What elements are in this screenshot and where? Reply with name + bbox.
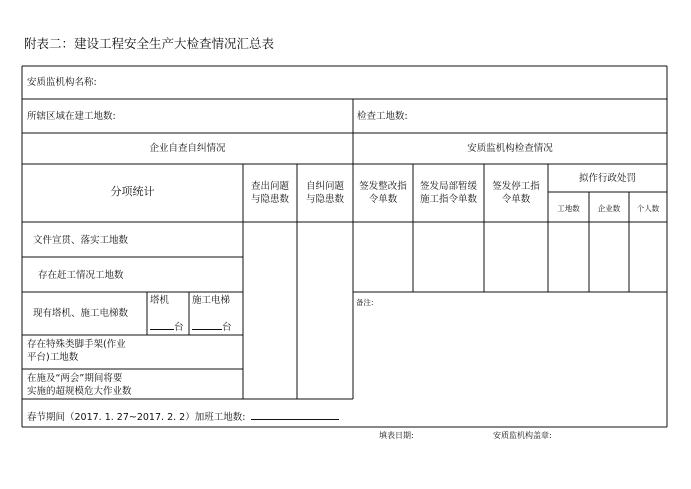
tower-crane-count: 台 [150, 318, 184, 334]
cranes-label: 现有塔机、施工电梯数 [33, 308, 129, 319]
district-sites-label: 所辖区域在建工地数: [27, 111, 116, 122]
found-issues-header: 查出问题 与隐患数 [250, 181, 289, 205]
breakdown-header: 分项统计 [110, 185, 155, 198]
self-check-header: 企业自查自纠情况 [149, 143, 226, 154]
inspected-sites-label: 检查工地数: [357, 111, 408, 122]
elevator-label: 施工电梯 [192, 295, 231, 306]
agency-name-label: 安质监机构名称: [27, 77, 97, 88]
rectify-orders-header: 签发整改指 令单数 [359, 181, 407, 205]
suspend-orders-header: 签发局部暂缓 施工指令单数 [419, 181, 477, 205]
remarks-label: 备注: [356, 298, 374, 307]
agency-check-header: 安质监机构检查情况 [467, 143, 553, 154]
doc-implement-label: 文件宣贯、落实工地数 [33, 235, 129, 246]
self-fixed-header: 自纠问题 与隐患数 [305, 181, 344, 205]
tower-crane-label: 塔机 [150, 295, 170, 306]
agency-stamp-label: 安质监机构盖章: [493, 431, 552, 440]
penalty-persons-header: 个人数 [636, 204, 660, 213]
elevator-count: 台 [192, 318, 232, 334]
overtime-sites-row: 春节期间（2017. 1. 27~2017. 2. 2）加班工地数: [27, 408, 339, 424]
scaffold-label: 存在特殊类脚手架(作业 平台)工地数 [27, 339, 126, 363]
rush-sites-label: 存在赶工情况工地数 [38, 270, 124, 281]
hazard-works-label: 在施及“两会”期间将要 实施的超规模危大作业数 [27, 373, 132, 397]
penalty-sites-header: 工地数 [557, 204, 580, 213]
stop-work-orders-header: 签发停工指 令单数 [492, 181, 540, 205]
penalty-header: 拟作行政处罚 [578, 173, 636, 184]
penalty-companies-header: 企业数 [597, 204, 621, 213]
fill-date-label: 填表日期: [379, 431, 414, 440]
page-title: 附表二：建设工程安全生产大检查情况汇总表 [24, 36, 275, 51]
